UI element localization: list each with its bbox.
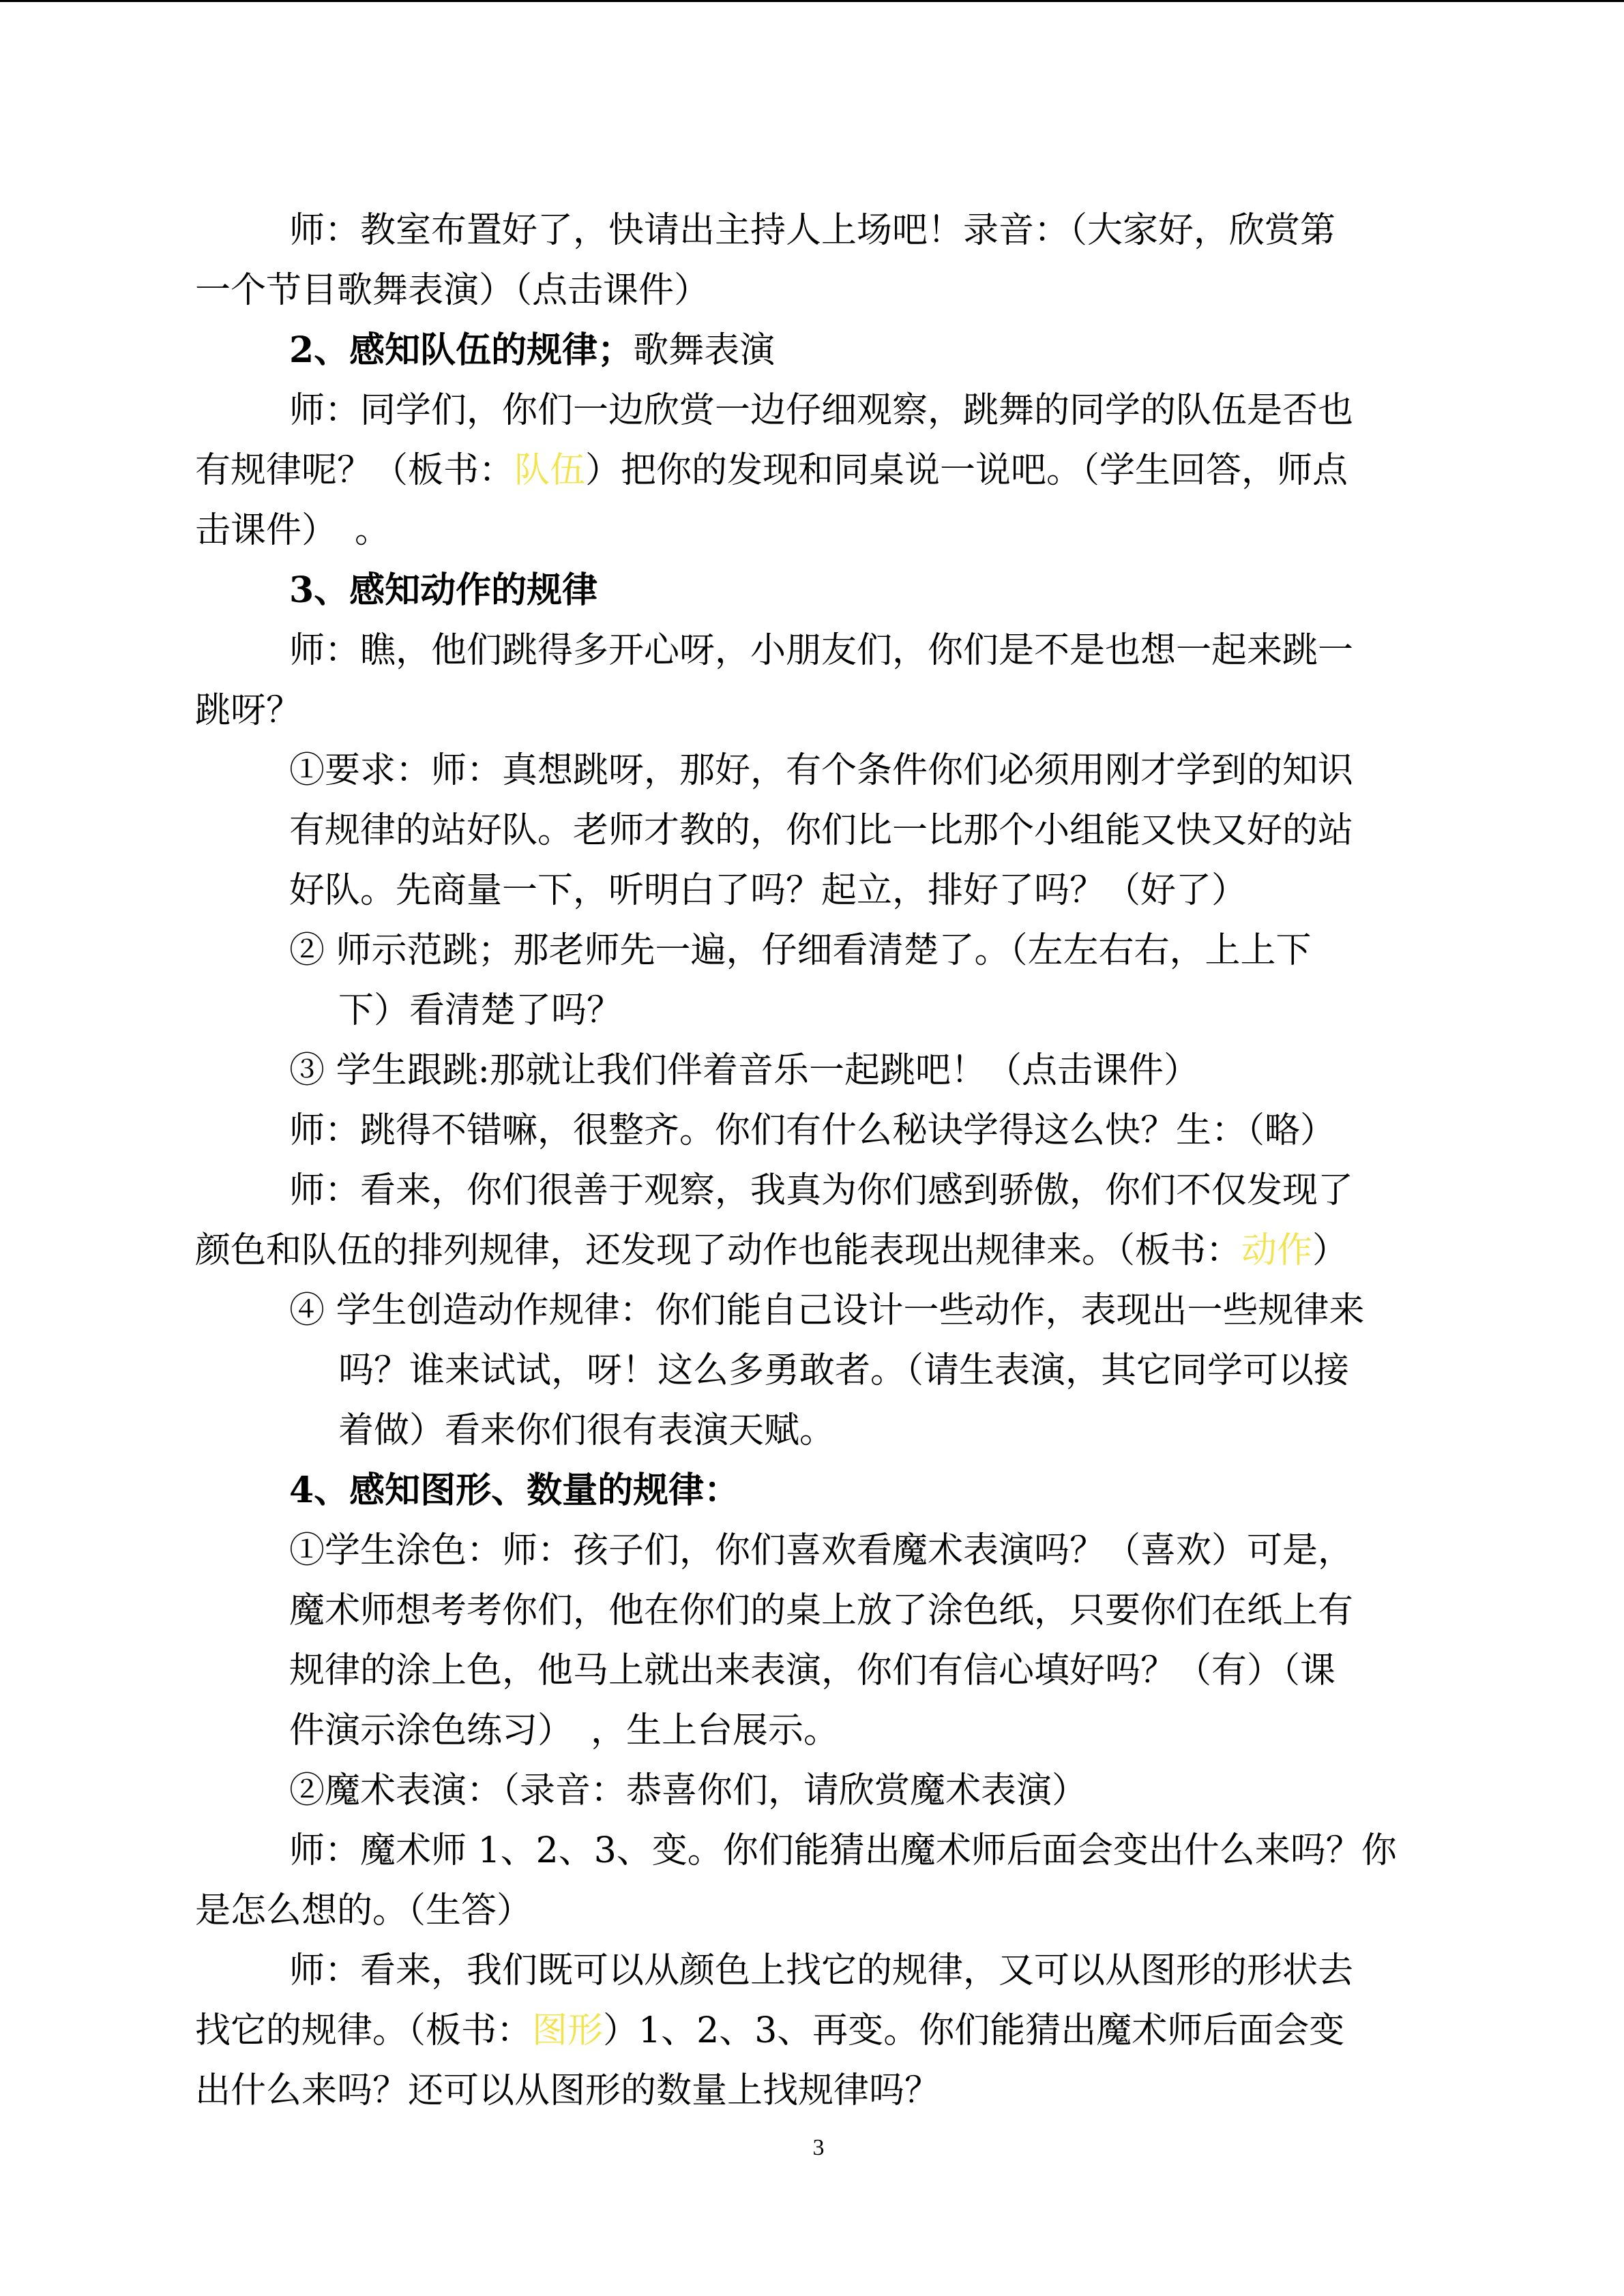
text-line: ④ 学生创造动作规律：你们能自己设计一些动作，表现出一些规律来 (289, 1290, 1365, 1331)
text-line: 师：教室布置好了，快请出主持人上场吧！录音：（大家好，欣赏第 (289, 210, 1336, 251)
text-line: 吗？谁来试试，呀！这么多勇敢者。（请生表演，其它同学可以接 (338, 1350, 1350, 1391)
highlight-text: 图形 (532, 2010, 604, 2051)
text-line: ② 师示范跳；那老师先一遍，仔细看清楚了。（左左右右，上上下 (289, 930, 1312, 971)
text-line: 有规律的站好队。老师才教的，你们比一比那个小组能又快又好的站 (289, 810, 1354, 851)
text-line: 件演示涂色练习） ，生上台展示。 (289, 1710, 840, 1751)
highlight-text: 动作 (1241, 1230, 1313, 1271)
text-line: 师：同学们，你们一边欣赏一边仔细观察，跳舞的同学的队伍是否也 (289, 390, 1354, 431)
text-line: 下）看清楚了吗？ (338, 990, 623, 1031)
text-line: 有规律呢？（板书：队伍）把你的发现和同桌说一说吧。（学生回答，师点 (195, 450, 1348, 491)
text-line: 找它的规律。（板书：图形）1、2、3、再变。你们能猜出魔术师后面会变 (195, 2010, 1345, 2051)
text-line: 规律的涂上色，他马上就出来表演，你们有信心填好吗？（有）（课 (289, 1650, 1336, 1691)
text-line: 出什么来吗？还可以从图形的数量上找规律吗？ (195, 2070, 941, 2111)
text-line: 着做）看来你们很有表演天赋。 (338, 1410, 836, 1451)
text-line: 颜色和队伍的排列规律，还发现了动作也能表现出规律来。（板书：动作） (195, 1230, 1348, 1271)
highlight-text: 队伍 (514, 450, 586, 491)
text-line: 师：瞧，他们跳得多开心呀，小朋友们，你们是不是也想一起来跳一 (289, 630, 1354, 671)
section-heading: 4、感知图形、数量的规律： (289, 1470, 740, 1511)
text-line: 一个节目歌舞表演）（点击课件） (195, 270, 710, 311)
section-heading: 3、感知动作的规律 (289, 569, 598, 611)
text-line: 是怎么想的。（生答） (195, 1890, 533, 1931)
text-line: 魔术师想考考你们，他在你们的桌上放了涂色纸，只要你们在纸上有 (289, 1590, 1354, 1631)
text-line: ③ 学生跟跳:那就让我们伴着音乐一起跳吧！（点击课件） (289, 1050, 1200, 1091)
text-line: 师：跳得不错嘛，很整齐。你们有什么秘诀学得这么快？生：（略） (289, 1110, 1336, 1151)
text-line: ②魔术表演：（录音：恭喜你们，请欣赏魔术表演） (289, 1770, 1088, 1811)
text-line: 击课件） 。 (195, 510, 391, 551)
text-line: 跳呀？ (195, 690, 302, 731)
text-line: 师：看来，你们很善于观察，我真为你们感到骄傲，你们不仅发现了 (289, 1170, 1354, 1211)
text-line: ①学生涂色：师：孩子们，你们喜欢看魔术表演吗？（喜欢）可是， (289, 1530, 1354, 1571)
text-line: 师：魔术师 1、2、3、变。你们能猜出魔术师后面会变出什么来吗？你 (289, 1830, 1397, 1871)
text-line: ①要求：师：真想跳呀，那好，有个条件你们必须用刚才学到的知识 (289, 750, 1354, 791)
page-number: 3 (812, 2135, 825, 2160)
text-line: 师：看来，我们既可以从颜色上找它的规律，又可以从图形的形状去 (289, 1950, 1354, 1991)
section-heading: 2、感知队伍的规律；歌舞表演 (289, 329, 776, 371)
text-line: 好队。先商量一下，听明白了吗？起立，排好了吗？（好了） (289, 870, 1247, 911)
